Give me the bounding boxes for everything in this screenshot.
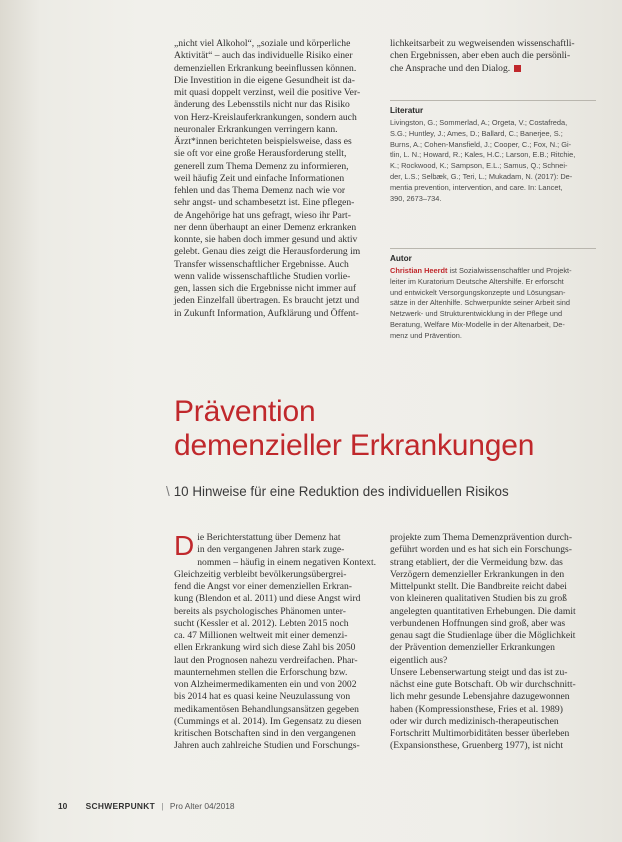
- text-line: genau sagt die Studienlage über die Möglichkeit: [390, 630, 576, 641]
- article-continuation-column-left: [174, 38, 378, 320]
- text-line: laut den Prognosen nahezu verdreifachen. Phar-: [174, 654, 358, 666]
- text-line: (Cummings et al. 2014). Im Gegensatz zu diesen: [174, 715, 362, 727]
- text-line: Burns, A.; Cohen-Mansfield, J.; Cooper, C.; Fox, N.; Gi-: [390, 139, 572, 149]
- text-line: bis 2014 hat es quasi keine Neuzulassung von: [174, 691, 351, 703]
- text-line: eigentlich aus?: [390, 654, 448, 666]
- text-line: ellen Erkrankung wird sich diese Zahl bis 2050: [174, 642, 356, 654]
- text-line: von Herz-Kreislauferkrankungen, sondern auch: [174, 111, 357, 123]
- article-subtitle-text: 10 Hinweise für eine Reduktion des individuellen Risikos: [173, 484, 509, 499]
- article-title-line-1: Prävention: [174, 395, 316, 428]
- article-end-mark: [514, 65, 521, 72]
- text-line: gelebt. Genau dies zeigt die Herausforderung im: [174, 246, 361, 258]
- text-line: neuronaler Erkrankungen verringern kann.: [174, 123, 338, 135]
- text-line: sie oft vor eine große Herausforderung stellt,: [174, 148, 347, 160]
- text-line: K.; Rockwood, K.; Sampson, E.L.; Samus, Q.; Schnei-: [390, 161, 568, 171]
- text-line: von Alzheimermedikamenten ein und von 2002: [174, 679, 357, 690]
- author-bio-lead: ist Sozialwissenschaftler und Projekt-: [447, 266, 572, 275]
- text-line: lich mehr gesunde Lebensjahre dazugewonnen: [390, 691, 570, 703]
- text-line: de Angehörige hat uns gefragt, wieso ihr Part-: [174, 209, 351, 221]
- text-line: ner denn überhaupt an einer Demenz erkranken: [174, 221, 357, 233]
- text-line: kritischen Botschaften sind in den vergangenen: [174, 728, 356, 739]
- article-title-line-2: demenzieller Erkrankungen: [174, 429, 535, 462]
- text-line: nächst eine gute Botschaft. Ob wir durchschnitt-: [390, 679, 576, 690]
- author-name: Christian Heerdt: [390, 266, 448, 275]
- author-box: [390, 254, 596, 342]
- literature-heading: Literatur: [390, 106, 424, 115]
- author-heading: Autor: [390, 254, 412, 263]
- article-body-column-left: [174, 532, 378, 753]
- text-line: und entwickelt Versorgungskonzepte und Lösungsan-: [390, 287, 566, 297]
- text-line: Netzwerk- und Strukturentwicklung in der Pflege und: [390, 309, 563, 319]
- text-line: gen, lassen sich die Ergebnisse nicht immer auf: [174, 283, 357, 294]
- text-line: verbundenen Hoffnungen sind groß, aber was: [390, 617, 566, 629]
- text-line: sehr angst- und schambesetzt ist. Eine pflegen-: [174, 197, 355, 209]
- text-line: Gleichzeitig verbleibt bevölkerungsübergrei-: [174, 568, 347, 580]
- text-line: wenn valide wissenschaftliche Studien vorlie-: [174, 270, 351, 282]
- text-line: Mittelpunkt stellt. Die Bandbreite reicht dabei: [390, 581, 567, 592]
- text-line: der Prävention demenzieller Erkrankungen: [390, 642, 555, 654]
- text-line: Unsere Lebenserwartung steigt und das ist zu-: [390, 666, 568, 678]
- text-line: Jahren auch zahlreiche Studien und Forschungs-: [174, 740, 360, 752]
- article-title: [174, 395, 604, 463]
- text-line: nommen – häufig in einem negativen Kontext.: [197, 556, 377, 568]
- text-line: strang etabliert, der die Vermeidung bzw. das: [390, 556, 563, 568]
- text-line: bereits als psychologisches Phänomen unter-: [174, 605, 346, 617]
- text-line: demenziellen Erkrankung beeinflussen können.: [174, 62, 357, 74]
- text-line: in Zukunft Information, Aufklärung und Öffent-: [174, 307, 359, 319]
- text-line: S.G.; Huntley, J.; Ames, D.; Ballard, C.; Banerjee, S.;: [390, 128, 563, 138]
- text-line: Livingston, G.; Sommerlad, A.; Orgeta, V.; Costafreda,: [390, 118, 568, 127]
- text-line: 390, 2673–734.: [390, 193, 442, 203]
- text-line: medikamentösen Behandlungsansätzen gegeben: [174, 703, 359, 715]
- section-name: SCHWERPUNKT: [85, 801, 156, 811]
- article-subtitle: [166, 484, 606, 499]
- text-line: haben (Kompressionsthese, Fries et al. 1989): [390, 703, 563, 715]
- text-line: Fortschritt Multimorbiditäten besser überleben: [390, 728, 570, 739]
- issue-label: Pro Alter 04/2018: [169, 801, 235, 811]
- text-line: chen Ergebnissen, aber eben auch die persönli-: [390, 50, 571, 62]
- text-line: geführt worden und es hat sich ein Forschungs-: [390, 544, 572, 556]
- text-line: leiter im Kuratorium Deutsche Altershilfe. Er erforscht: [390, 276, 564, 286]
- text-line: sätze in der Altenhilfe. Schwerpunkte seiner Arbeit sind: [390, 298, 570, 308]
- text-line: weil häufig Zeit und einfache Informationen: [174, 172, 345, 184]
- article-continuation-column-right: [390, 38, 596, 75]
- literature-box: [390, 106, 596, 204]
- text-line: ca. 47 Millionen weltweit mit einer demenzi-: [174, 630, 348, 641]
- text-line: Transfer wissenschaftlicher Ergebnisse. Auch: [174, 258, 349, 270]
- page-footer: [58, 801, 458, 811]
- subtitle-mark: \: [166, 484, 170, 499]
- text-line: maunternehmen stellen die Erforschung bzw.: [174, 666, 348, 678]
- text-line: (Expansionsthese, Gruenberg 1977), ist nicht: [390, 740, 564, 752]
- text-line: in den vergangenen Jahren stark zuge-: [197, 544, 345, 556]
- literature-reference: [390, 118, 596, 204]
- text-line: sucht (Kessler et al. 2012). Lebten 2015 noch: [174, 617, 349, 629]
- text-line: che Ansprache und den Dialog.: [390, 63, 596, 75]
- text-line: Verzögern demenzieller Erkrankungen in den: [390, 568, 565, 580]
- text-line: Aktivität“ – auch das individuelle Risiko einer: [174, 50, 353, 62]
- text-line: mentia prevention, intervention, and care. In: Lancet,: [390, 182, 563, 192]
- text-line: Die Investition in die eigene Gesundheit ist da-: [174, 74, 355, 86]
- text-line: „nicht viel Alkohol“, „soziale und körperliche: [174, 38, 351, 49]
- section-divider: [390, 100, 596, 101]
- text-line: konnte, sie haben doch immer gesund und aktiv: [174, 234, 358, 245]
- text-line: tlin, L. N.; Howard, R.; Kales, H.C.; Larson, E.B.; Ritchie,: [390, 150, 576, 160]
- text-line: Beratung, Welfare Mix-Modelle in der Altenarbeit, De-: [390, 319, 565, 329]
- text-line: lichkeitsarbeit zu wegweisenden wissenschaftli-: [390, 38, 575, 49]
- text-line: von kleineren qualitativen Studien bis zu groß: [390, 593, 567, 605]
- text-line: ie Berichterstattung über Demenz hat: [197, 532, 341, 543]
- section-divider: [390, 248, 596, 249]
- article-body-text: [174, 532, 378, 753]
- text-line: jeden Einzelfall übertragen. Es braucht jetzt und: [174, 295, 360, 307]
- text-line: oder wir durch medizinisch-therapeutischen: [390, 715, 559, 727]
- text-line: mit quasi doppelt verzinst, weil die positive Ver-: [174, 87, 361, 98]
- text-line: änderung des Lebensstils nicht nur das Risiko: [174, 99, 350, 111]
- text-line: angelegten quantitativen Erhebungen. Die damit: [390, 605, 576, 617]
- footer-separator: |: [161, 801, 164, 811]
- drop-cap: D: [174, 530, 195, 561]
- text-line: menz und Prävention.: [390, 330, 462, 340]
- page-number: 10: [58, 801, 68, 811]
- text-line: projekte zum Thema Demenzprävention durch-: [390, 532, 573, 543]
- text-line: generell zum Thema Demenz zu informieren,: [174, 160, 349, 172]
- text-line: kung (Blendon et al. 2011) und diese Angst wird: [174, 593, 361, 605]
- text-line: fend die Angst vor einer demenziellen Erkran-: [174, 581, 352, 592]
- author-bio-first-line: [390, 266, 596, 277]
- article-body-column-right: [390, 532, 596, 753]
- author-bio: [390, 277, 596, 342]
- text-line: der, L.S.; Selbæk, G.; Teri, L.; Mukadam, N. (2017): De-: [390, 171, 573, 181]
- text-line: Ärzt*innen berichteten beispielsweise, dass es: [174, 136, 352, 147]
- text-line: fehlen und das Thema Demenz nach wie vor: [174, 185, 346, 196]
